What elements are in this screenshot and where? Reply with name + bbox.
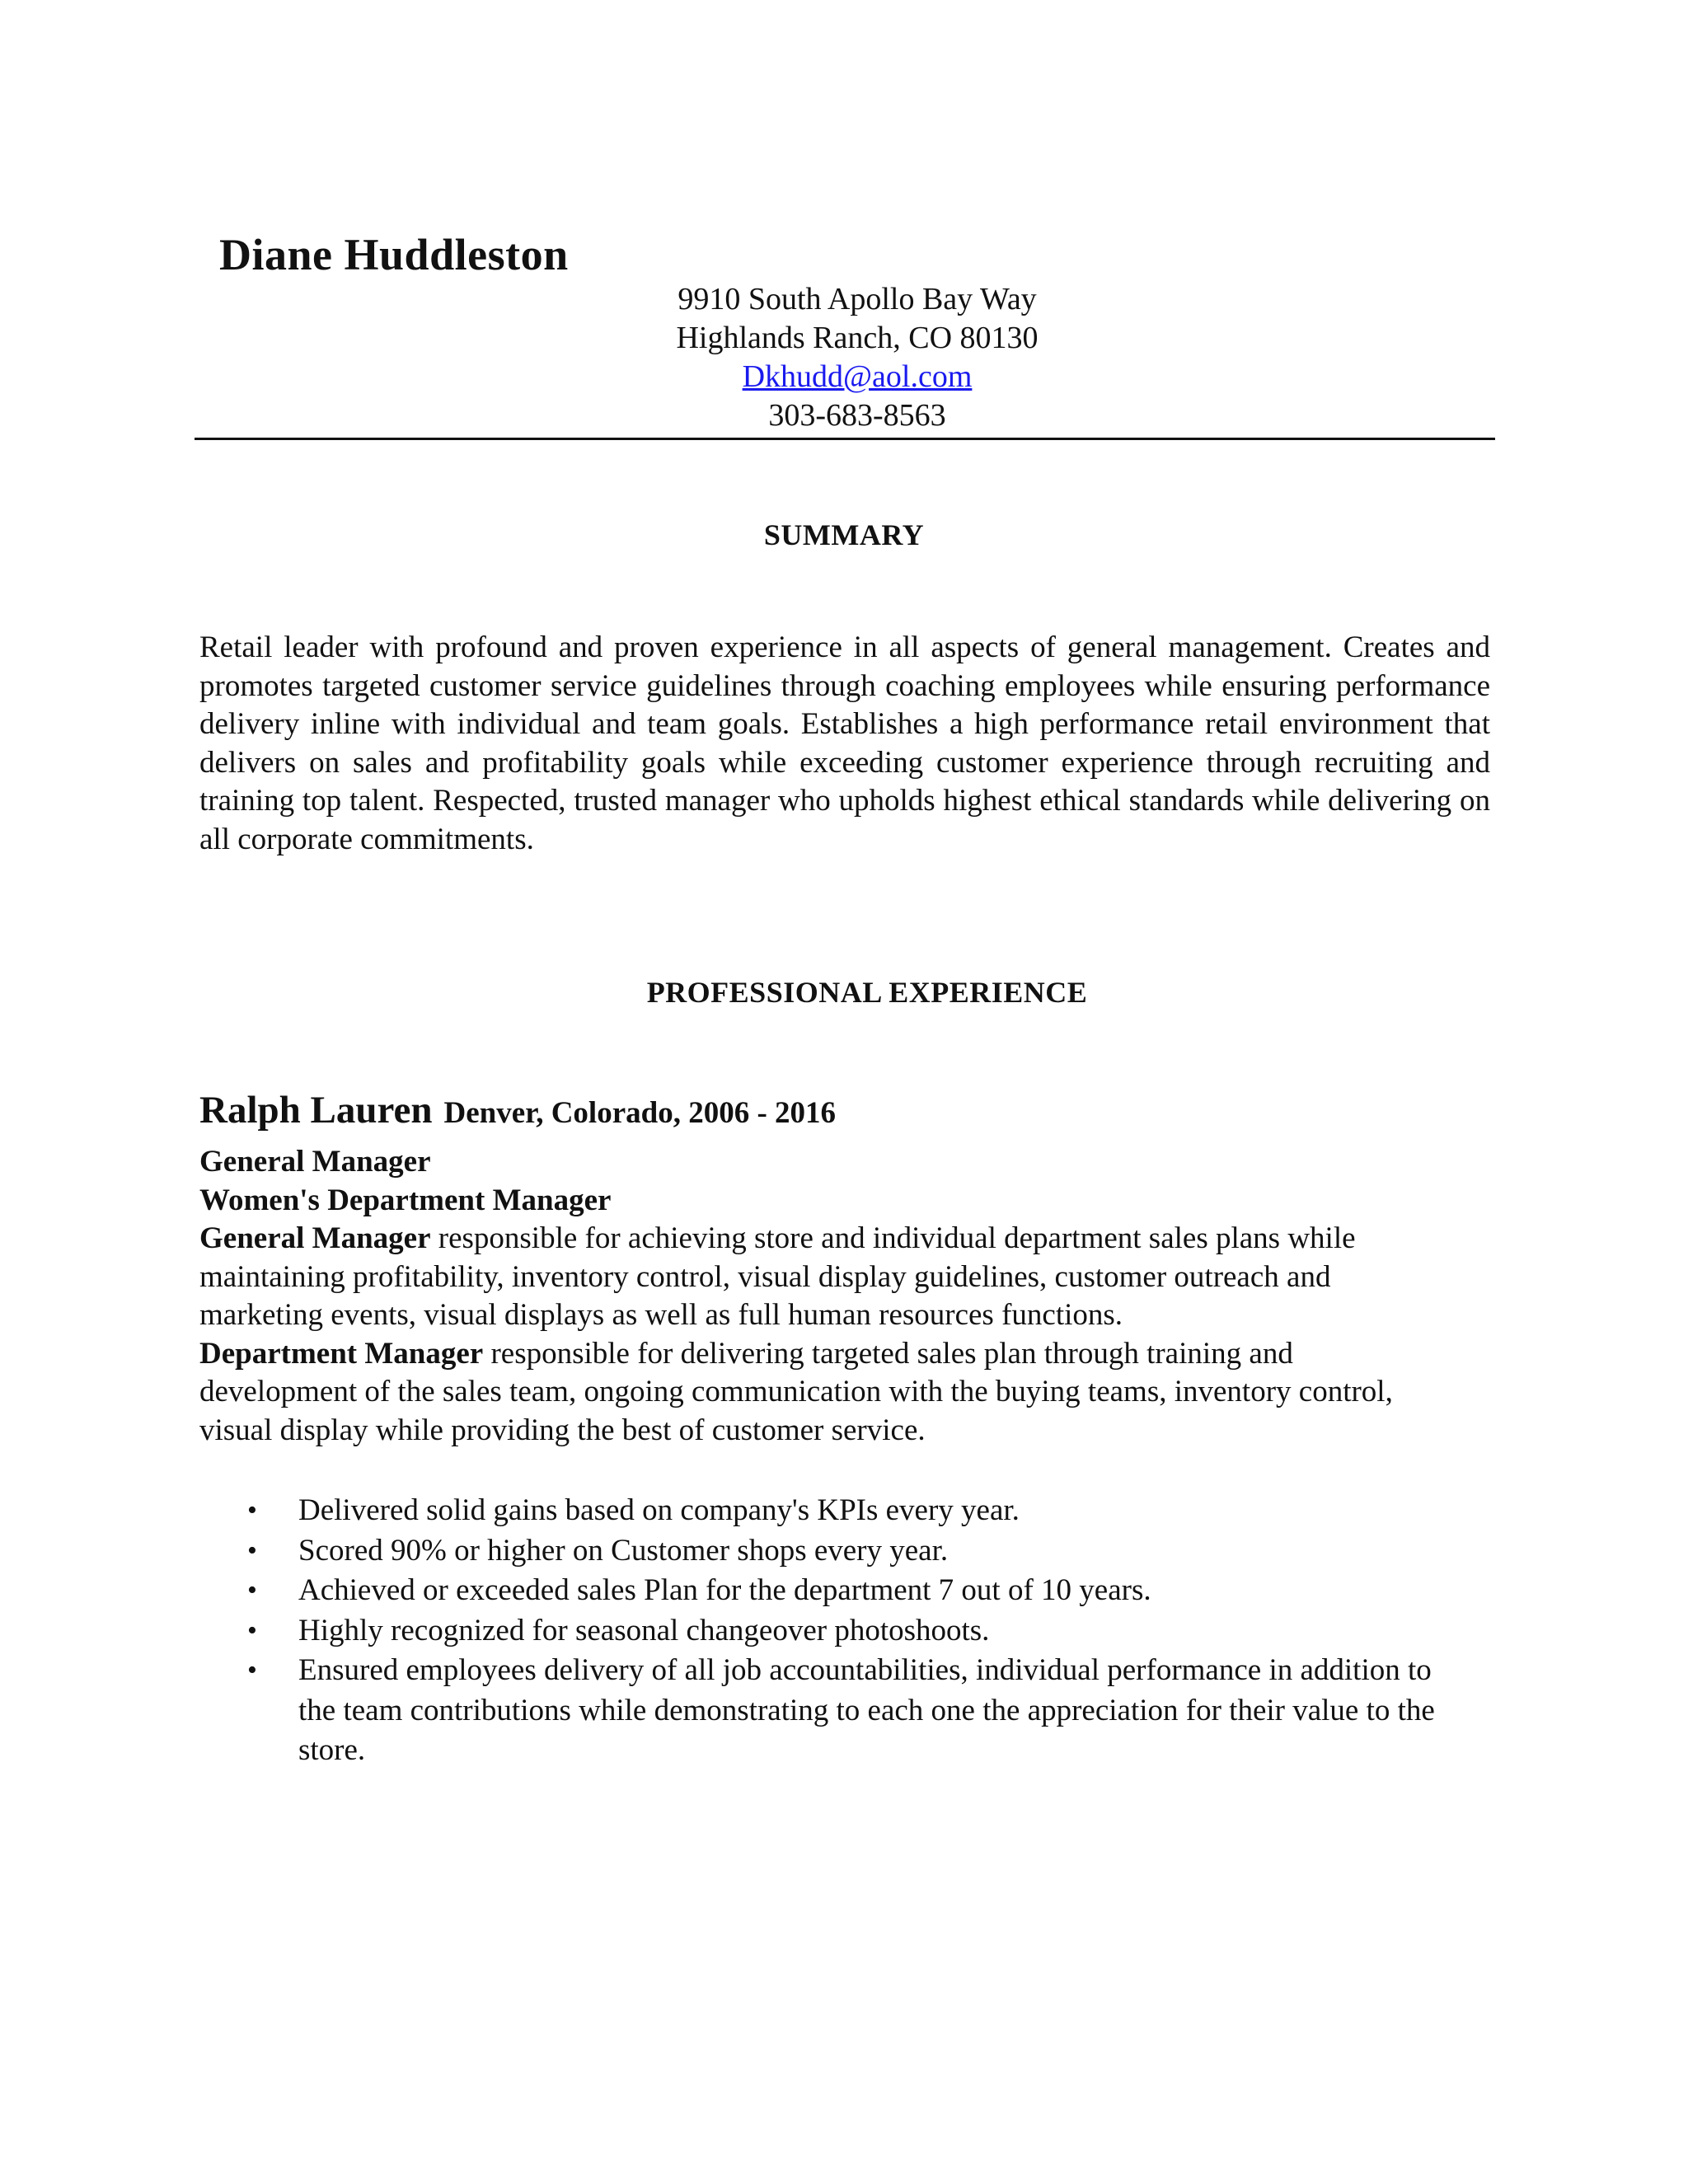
address-line-1: 9910 South Apollo Bay Way bbox=[678, 282, 1037, 316]
bullet-icon: • bbox=[247, 1575, 257, 1605]
achievement-text: Highly recognized for seasonal changeover photoshoots. bbox=[298, 1613, 990, 1647]
header-divider bbox=[195, 438, 1495, 440]
achievement-text: Scored 90% or higher on Customer shops every year. bbox=[298, 1533, 949, 1568]
general-manager-label: General Manager bbox=[199, 1221, 431, 1255]
employer-name: Ralph Lauren bbox=[199, 1089, 433, 1132]
job-entry bbox=[199, 1087, 1452, 1771]
achievement-text: Ensured employees delivery of all job accountabilities, individual performance in addition to the team contributions while demonstrating to each one the appreciation for their value to the store. bbox=[298, 1653, 1435, 1767]
summary-text: Retail leader with profound and proven experience in all aspects of general management. Creates and promotes targeted customer service guidelines through coaching employees while ensuring performance delivery inline with individual and team goals. Establishes a high performance retail environment that delivers on sales and profitability goals while exceeding customer experience through recruiting and training top talent. Respected, trusted manager who upholds highest ethical standards while delivering on all corporate commitments. bbox=[199, 630, 1490, 856]
list-item bbox=[199, 1611, 1452, 1652]
bullet-icon: • bbox=[247, 1615, 257, 1646]
department-manager-label: Department Manager bbox=[199, 1336, 484, 1371]
job-location-dates: Denver, Colorado, 2006 - 2016 bbox=[443, 1096, 837, 1130]
bullet-icon: • bbox=[247, 1535, 257, 1566]
job-header bbox=[199, 1087, 1452, 1142]
general-manager-description bbox=[199, 1220, 1452, 1335]
phone-number: 303-683-8563 bbox=[768, 398, 946, 433]
summary-heading: SUMMARY bbox=[763, 518, 925, 551]
job-title-general-manager: General Manager bbox=[199, 1145, 431, 1179]
general-manager-text: responsible for achieving store and individual department sales plans while maintaining profitability, inventory control, visual display guidelines, customer outreach and marketing events, visual displays as well as full human resources functions. bbox=[199, 1221, 1356, 1332]
bullet-icon: • bbox=[247, 1655, 257, 1685]
list-item bbox=[199, 1651, 1452, 1771]
candidate-name: Diane Huddleston bbox=[219, 230, 569, 279]
email-link[interactable]: Dkhudd@aol.com bbox=[742, 359, 973, 394]
contact-block bbox=[577, 280, 1137, 435]
achievement-text: Achieved or exceeded sales Plan for the department 7 out of 10 years. bbox=[298, 1573, 1151, 1607]
department-manager-text: responsible for delivering targeted sales plan through training and development of the sales team, ongoing communication with the buying teams, inventory control, visual display while providing the best of customer service. bbox=[199, 1336, 1393, 1447]
list-item bbox=[199, 1491, 1452, 1531]
achievement-text: Delivered solid gains based on company's KPIs every year. bbox=[298, 1493, 1020, 1527]
bullet-icon: • bbox=[247, 1495, 257, 1526]
list-item bbox=[199, 1571, 1452, 1611]
experience-heading: PROFESSIONAL EXPERIENCE bbox=[646, 976, 1088, 1009]
job-title-department-manager: Women's Department Manager bbox=[199, 1183, 612, 1217]
department-manager-description bbox=[199, 1335, 1452, 1451]
address-line-2: Highlands Ranch, CO 80130 bbox=[676, 321, 1039, 355]
achievements-list bbox=[199, 1491, 1452, 1771]
list-item bbox=[199, 1531, 1452, 1572]
